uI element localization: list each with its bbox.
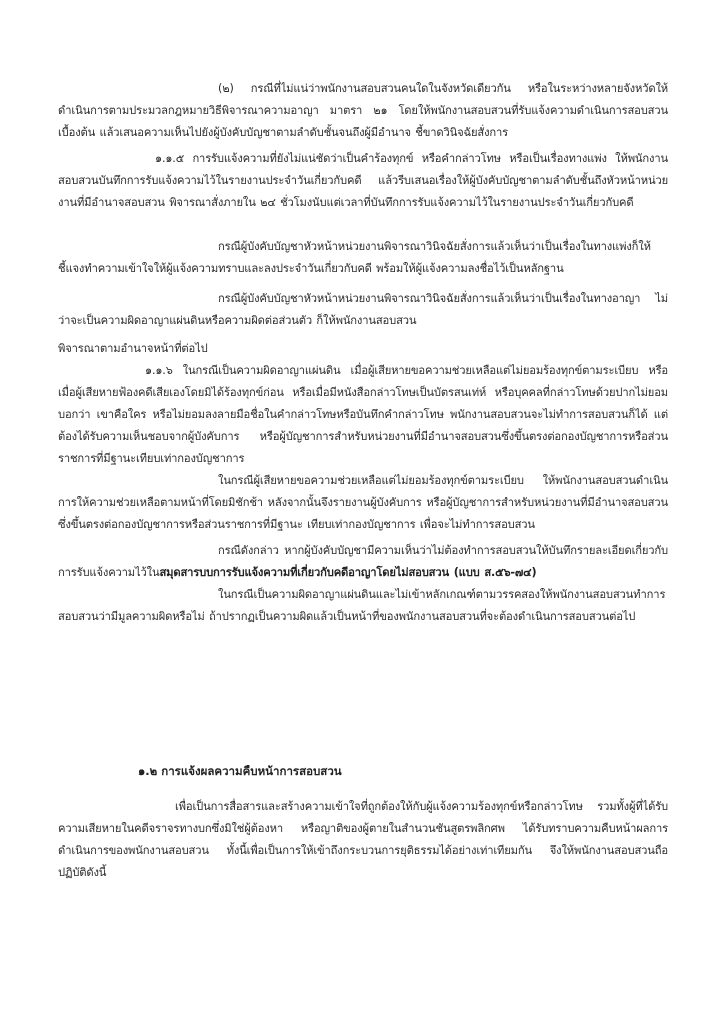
paragraph-victim-assistance: ในกรณีผู้เสียหายขอความช่วยเหลือแต่ไม่ยอมร้องทุกข์ตามระเบียบ ให้พนักงานสอบสวนดำเนินการให้ความช่วยเหลือตามหน้าที่โดยมิชักช้า หลังจากนั้นจึงรายงานผู้บังคับการ หรือผู้บัญชาการสำหรับหน่วยงานที่มีอำนาจสอบสวนซึ่งขึ้นตรงต่อกองบัญชาการหรือส่วนราชการที่มีฐานะ เทียบเท่ากองบัญชาการ เพื่อจะไม่ทำการสอบสวน	[58, 474, 668, 531]
paragraph-1-1-5-unclear-report: ๑.๑.๕ การรับแจ้งความที่ยังไม่แน่ชัดว่าเป็นคำร้องทุกข์ หรือคำกล่าวโทษ หรือเป็นเรื่องทางแพ่ง ให้พนักงานสอบสวนบันทึกการรับแจ้งความไว้ในรายงานประจำวันเกี่ยวกับคดี แล้วรีบเสนอเรื่องให้ผู้บังคับบัญชาตามลำดับชั้นถึงหัวหน้าหน่วยงานที่มีอำนาจสอบสวน พิจารณาสั่งภายใน ๒๔ ชั่วโมงนับแต่เวลาที่บันทึกการรับแจ้งความไว้ในรายงานประจำวันเกี่ยวกับคดี	[58, 152, 668, 209]
paragraph-no-investigation-record	[58, 540, 668, 584]
paragraph-1-1-6-public-offense: ๑.๑.๖ ในกรณีเป็นความผิดอาญาแผ่นดิน เมื่อผู้เสียหายขอความช่วยเหลือแต่ไม่ยอมร้องทุกข์ตามระเบียบ หรือเมื่อผู้เสียหายฟ้องคดีเสียเองโดยมิได้ร้องทุกข์ก่อน หรือเมื่อมีหนังสือกล่าวโทษเป็นบัตรสนเท่ห์ หรือบุคคลที่กล่าวโทษด้วยปากไม่ยอมบอกว่า เขาคือใคร หรือไม่ยอมลงลายมือชื่อในคำกล่าวโทษหรือบันทึกคำกล่าวโทษ พนักงานสอบสวนจะไม่ทำการสอบสวนก็ได้ แต่ต้องได้รับความเห็นชอบจากผู้บังคับการ หรือผู้บัญชาการสำหรับหน่วยงานที่มีอำนาจสอบสวนซึ่งขึ้นตรงต่อกองบัญชาการหรือส่วนราชการที่มีฐานะเทียบเท่ากองบัญชาการ	[58, 364, 668, 465]
form-reference-bold: สมุดสารบบการรับแจ้งความที่เกี่ยวกับคดีอาญาโดยไม่สอบสวน (แบบ ส.๕๖-๗๔)	[159, 566, 537, 579]
paragraph-civil-matter: กรณีผู้บังคับบัญชาหัวหน้าหน่วยงานพิจารณาวินิจฉัยสั่งการแล้วเห็นว่าเป็นเรื่องในทางแพ่งก็ให้ชี้แจงทำความเข้าใจให้ผู้แจ้งความทราบและลงประจำวันเกี่ยวกับคดี พร้อมให้ผู้แจ้งความลงชื่อไว้เป็นหลักฐาน	[58, 240, 651, 275]
paragraph-criminal-matter: กรณีผู้บังคับบัญชาหัวหน้าหน่วยงานพิจารณาวินิจฉัยสั่งการแล้วเห็นว่าเป็นเรื่องในทางอาญา ไม่ว่าจะเป็นความผิดอาญาแผ่นดินหรือความผิดต่อส่วนตัว ก็ให้พนักงานสอบสวน	[58, 292, 668, 327]
paragraph-case-2-jurisdiction: (๒) กรณีที่ไม่แน่ว่าพนักงานสอบสวนคนใดในจังหวัดเดียวกัน หรือในระหว่างหลายจังหวัดให้ดำเนินการตามประมวลกฎหมายวิธีพิจารณาความอาญา มาตรา ๒๑ โดยให้พนักงานสอบสวนที่รับแจ้งความดำเนินการสอบสวนเบื้องต้น แล้วเสนอความเห็นไปยังผู้บังคับบัญชาตามลำดับชั้นจนถึงผู้มีอำนาจ ชี้ขาดวินิจฉัยสั่งการ	[58, 82, 668, 139]
section-heading-1-2: ๑.๒ การแจ้งผลความคืบหน้าการสอบสวน	[138, 764, 342, 778]
paragraph-progress-notification: เพื่อเป็นการสื่อสารและสร้างความเข้าใจที่ถูกต้องให้กับผู้แจ้งความร้องทุกข์หรือกล่าวโทษ รวมทั้งผู้ที่ได้รับความเสียหายในคดีจราจรทางบกซึ่งมิใช่ผู้ต้องหา หรือญาติของผู้ตายในสำนวนชันสูตรพลิกศพ ได้รับทราบความคืบหน้าผลการดำเนินการของพนักงานสอบสวน ทั้งนี้เพื่อเป็นการให้เข้าถึงกระบวนการยุติธรรมได้อย่างเท่าเทียมกัน จึงให้พนักงานสอบสวนถือปฏิบัติดังนี้	[58, 800, 668, 879]
paragraph-text: กรณีดังกล่าว หากผู้บังคับบัญชามีความเห็นว่าไม่ต้องทำการสอบสวนให้บันทึกรายละเอียดเกี่ยวกับการรับแจ้งความไว้ใน	[58, 544, 668, 579]
paragraph-consider-authority: พิจารณาตามอำนาจหน้าที่ต่อไป	[58, 342, 208, 355]
paragraph-public-offense-investigate: ในกรณีเป็นความผิดอาญาแผ่นดินและไม่เข้าหลักเกณฑ์ตามวรรคสองให้พนักงานสอบสวนทำการสอบสวนว่ามีมูลความผิดหรือไม่ ถ้าปรากฏเป็นความผิดแล้วเป็นหน้าที่ของพนักงานสอบสวนที่จะต้องดำเนินการสอบสวนต่อไป	[58, 588, 666, 623]
